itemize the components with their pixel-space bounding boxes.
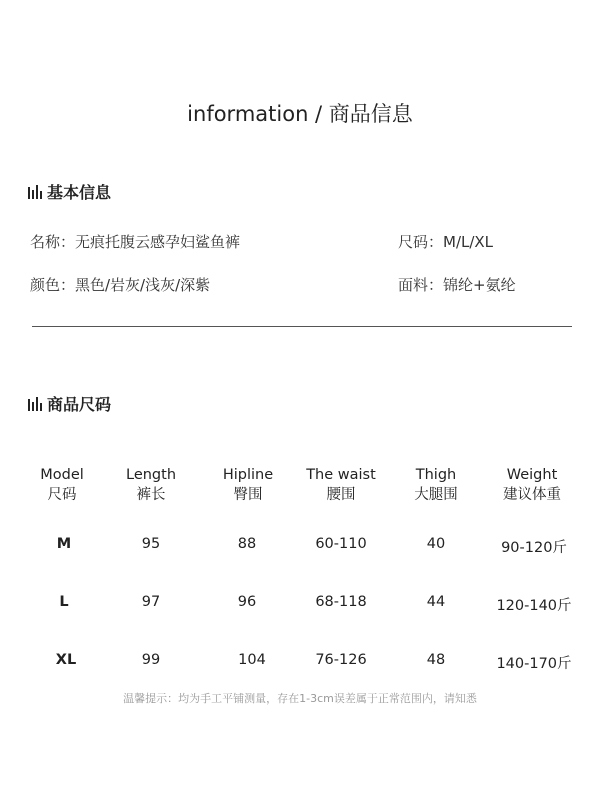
product-fabric: 面料：锦纶+氨纶 [398,276,516,294]
thigh-cell: 48 [426,652,446,668]
size-chart-heading-label: 商品尺码 [47,395,112,414]
thigh-cell: 44 [426,594,446,610]
waist-cell: 76-126 [315,652,367,668]
length-cell: 99 [141,652,161,668]
column-header-zh: 裤长 [136,487,166,503]
column-header-zh: 尺码 [47,487,77,503]
hipline-cell: 104 [238,652,266,668]
product-name: 名称：无痕托腹云感孕妇鲨鱼裤 [30,233,241,251]
column-header-waist [306,465,376,505]
basic-info-heading-label: 基本信息 [47,183,112,202]
weight-cell: 140-170斤 [496,656,572,672]
column-header-zh: 建议体重 [503,487,561,503]
weight-cell: 90-120斤 [501,540,567,556]
hipline-cell: 88 [237,536,257,552]
page-title: information / 商品信息 [187,102,413,126]
size-cell: M [56,536,72,552]
bar-chart-icon [28,397,42,411]
bar-chart-icon [28,185,42,199]
size-chart-heading [28,392,111,415]
column-header-en: Thigh [415,467,457,483]
product-colors: 颜色：黑色/岩灰/浅灰/深紫 [30,276,211,294]
column-header-length [126,465,176,505]
column-header-en: Weight [506,467,558,483]
hipline-cell: 96 [237,594,257,610]
thigh-cell: 40 [426,536,446,552]
column-header-en: Hipline [222,467,274,483]
waist-cell: 60-110 [315,536,367,552]
column-header-model [40,465,84,505]
waist-cell: 68-118 [315,594,367,610]
size-cell: XL [55,652,77,668]
column-header-hipline [223,465,273,505]
length-cell: 97 [141,594,161,610]
column-header-zh: 腰围 [326,487,356,503]
column-header-thigh [414,465,458,505]
product-sizes: 尺码：M/L/XL [398,233,494,251]
divider [32,326,572,327]
column-header-en: Length [125,467,177,483]
column-header-weight [503,465,561,505]
length-cell: 95 [141,536,161,552]
measurement-note: 温馨提示：均为手工平铺测量，存在1-3cm误差属于正常范围内，请知悉 [123,692,477,705]
column-header-en: The waist [306,467,376,483]
column-header-zh: 大腿围 [414,487,458,503]
column-header-en: Model [40,467,84,483]
column-header-zh: 臀围 [233,487,263,503]
size-cell: L [59,594,69,610]
weight-cell: 120-140斤 [496,598,572,614]
basic-info-heading [28,180,111,203]
